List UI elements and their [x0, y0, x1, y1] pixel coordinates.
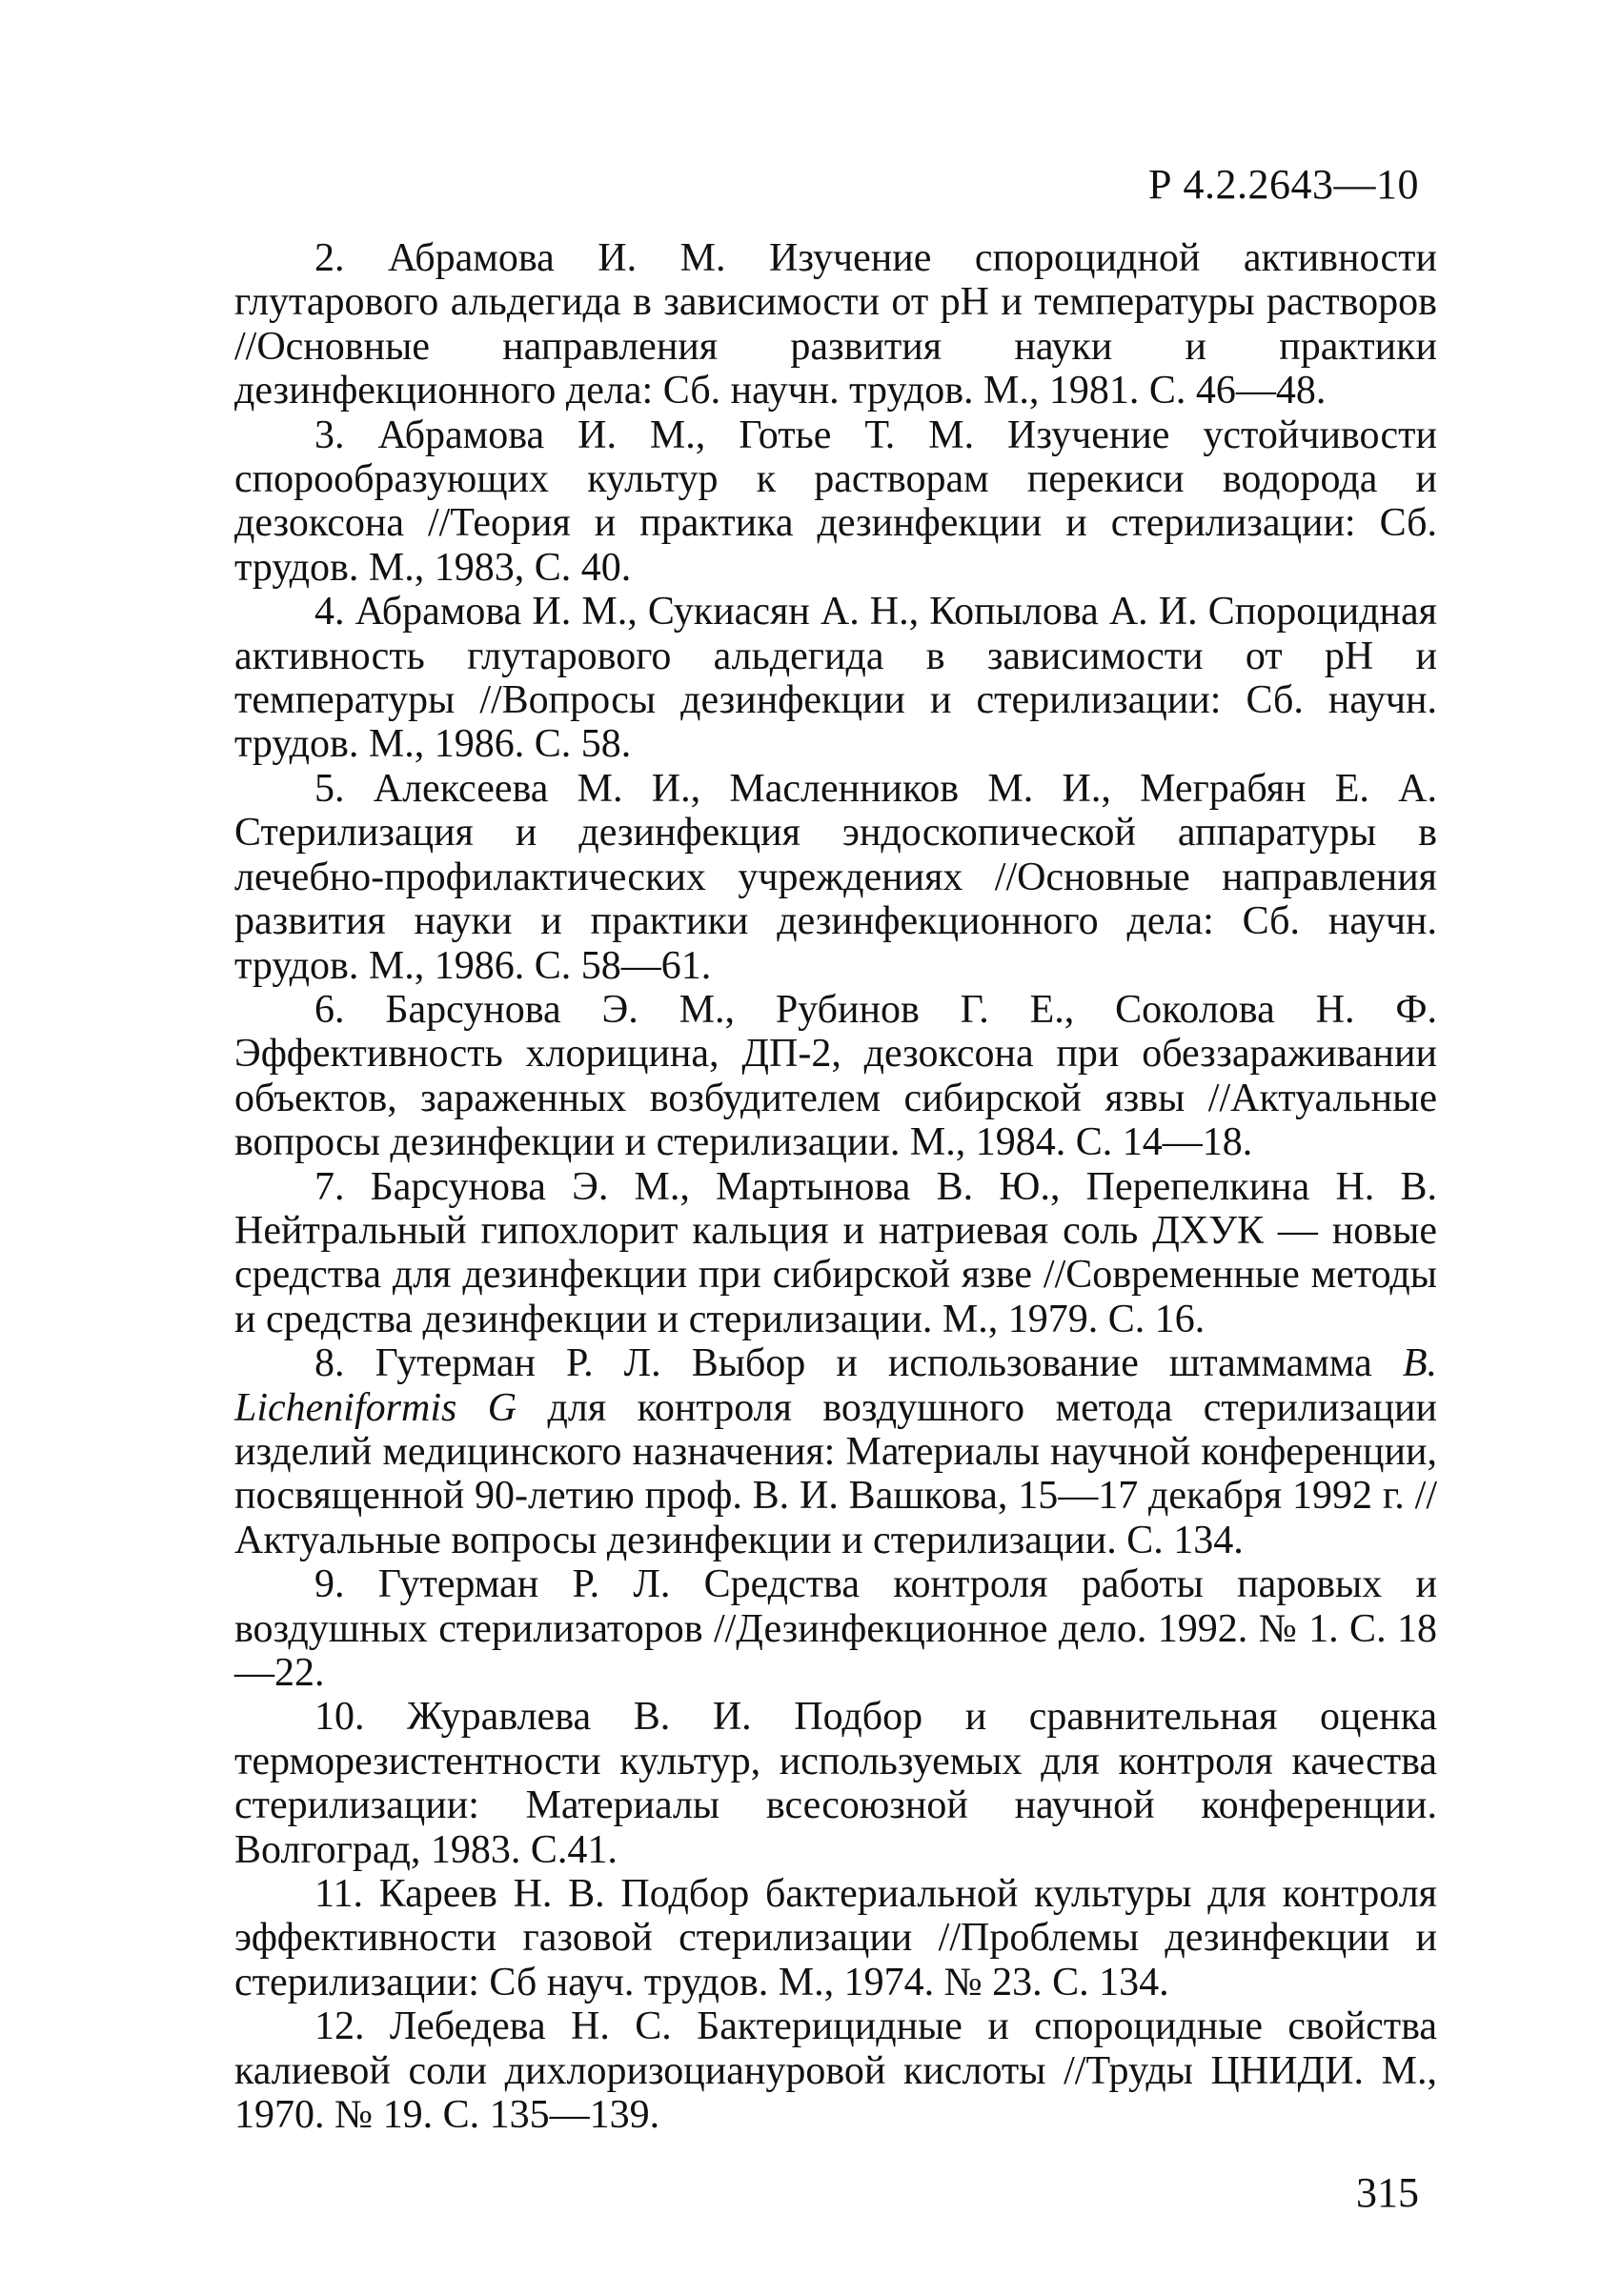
reference-item — [234, 1341, 1437, 1562]
reference-item: 2. Абрамова И. М. Изучение спороцидной активности глутарового альдегида в зависимости от рН и температуры растворов //Основные направления развития науки и практики дезинфекционного дела: Сб. научн. трудов. М., 1981. С. 46—48. — [234, 236, 1437, 413]
reference-item: 7. Барсунова Э. М., Мартынова В. Ю., Перепелкина Н. В. Нейтральный гипохлорит кальция и натриевая соль ДХУК — новые средства для дезинфекции при сибирской язве //Современные методы и средства дезинфекции и стерилизации. М., 1979. С. 16. — [234, 1164, 1437, 1341]
reference-item: 10. Журавлева В. И. Подбор и сравнительная оценка терморезистентности культур, используемых для контроля качества стерилизации: Материалы всесоюзной научной конференции. Волгоград, 1983. С.41. — [234, 1695, 1437, 1872]
reference-italic-text: B. Licheniformis G — [234, 1341, 1437, 1430]
reference-item: 11. Кареев Н. В. Подбор бактериальной культуры для контроля эффективности газовой стерилизации //Проблемы дезинфекции и стерилизации: Сб науч. трудов. М., 1974. № 23. С. 134. — [234, 1872, 1437, 2004]
reference-text: для контроля воздушного метода стерилизации изделий медицинского назначения: Материалы научной конференции, посвященной 90-летию проф. В. И. Вашкова, 15—17 декабря 1992 г. //Актуальные вопросы дезинфекции и стерилизации. С. 134. — [234, 1385, 1438, 1562]
reference-list — [234, 236, 1437, 2137]
page-number: 315 — [1356, 2169, 1419, 2216]
reference-item: 3. Абрамова И. М., Готье Т. М. Изучение устойчивости спорообразующих культур к растворам перекиси водорода и дезоксона //Теория и практика дезинфекции и стерилизации: Сб. трудов. М., 1983, С. 40. — [234, 413, 1437, 590]
document-code: Р 4.2.2643—10 — [1148, 161, 1419, 208]
reference-item: 4. Абрамова И. М., Сукиасян А. Н., Копылова А. И. Спороцидная активность глутарового альдегида в зависимости от рН и температуры //Вопросы дезинфекции и стерилизации: Сб. научн. трудов. М., 1986. С. 58. — [234, 590, 1437, 767]
reference-item: 9. Гутерман Р. Л. Средства контроля работы паровых и воздушных стерилизаторов //Дезинфекционное дело. 1992. № 1. С. 18—22. — [234, 1562, 1437, 1695]
reference-item: 12. Лебедева Н. С. Бактерицидные и спороцидные свойства калиевой соли дихлоризоциануровой кислоты //Труды ЦНИДИ. М., 1970. № 19. С. 135—139. — [234, 2004, 1437, 2138]
reference-item: 5. Алексеева М. И., Масленников М. И., Меграбян Е. А. Стерилизация и дезинфекция эндоскопической аппаратуры в лечебно-профилактических учреждениях //Основные направления развития науки и практики дезинфекционного дела: Сб. научн. трудов. М., 1986. С. 58—61. — [234, 766, 1437, 988]
reference-item: 6. Барсунова Э. М., Рубинов Г. Е., Соколова Н. Ф. Эффективность хлорицина, ДП-2, дезоксона при обеззараживании объектов, зараженных возбудителем сибирской язвы //Актуальные вопросы дезинфекции и стерилизации. М., 1984. С. 14—18. — [234, 987, 1437, 1165]
reference-text: 8. Гутерман Р. Л. Выбор и использование штаммамма — [314, 1341, 1403, 1386]
